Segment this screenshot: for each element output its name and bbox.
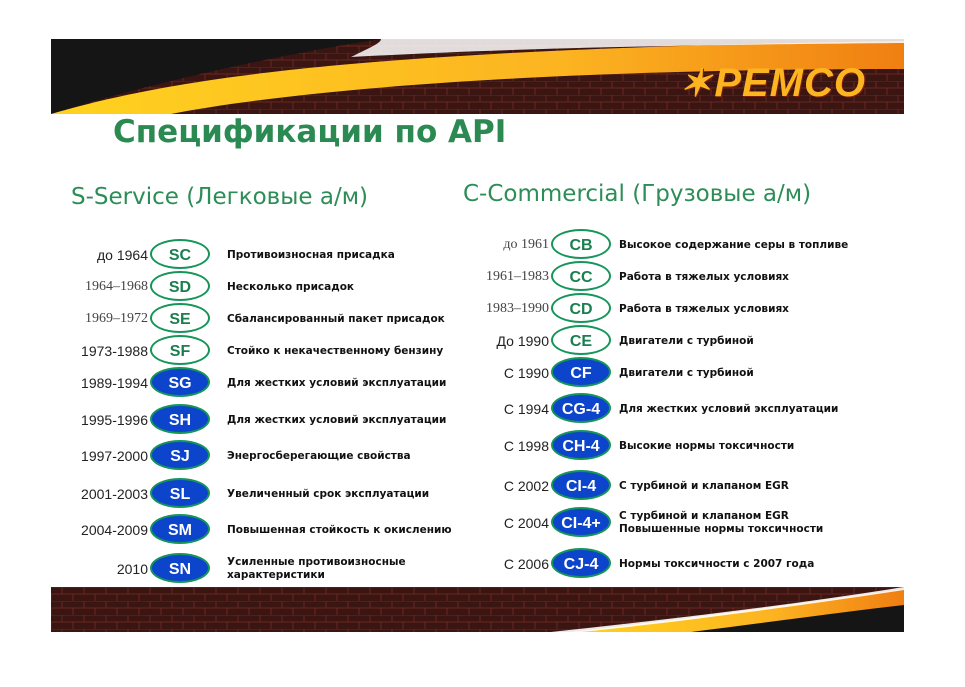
spec-row [459, 548, 869, 580]
spec-year: 1995-1996 [81, 412, 148, 428]
spec-description: Несколько присадок [227, 280, 355, 293]
spec-code-badge: CC [551, 261, 611, 291]
spec-year: С 1990 [503, 365, 549, 381]
spec-year: 1997-2000 [81, 448, 148, 464]
spec-row [51, 271, 461, 303]
spec-description: Для жестких условий эксплуатации [227, 376, 447, 389]
s-service-title: S-Service (Легковые а/м) [71, 184, 369, 210]
spec-description: Для жестких условий эксплуатации [619, 402, 839, 415]
spec-row [51, 440, 461, 472]
spec-code-badge: SM [150, 514, 210, 544]
pemco-logo [679, 61, 866, 106]
spec-year: С 2002 [503, 478, 549, 494]
spec-year: С 2006 [503, 556, 549, 572]
logo-mark-icon: ✶ [679, 63, 713, 105]
spec-row [51, 335, 461, 367]
spec-description: Усиленные противоизносные характеристики [227, 556, 406, 581]
spec-row [459, 261, 869, 293]
logo-text: PEMCO [714, 61, 866, 105]
spec-code-badge: SE [150, 303, 210, 333]
spec-code-badge: CG-4 [551, 393, 611, 423]
bottom-banner [51, 587, 904, 632]
spec-description: Для жестких условий эксплуатации [227, 413, 447, 426]
spec-year: 1964–1968 [85, 279, 148, 294]
spec-year: 2004-2009 [81, 522, 148, 538]
spec-year: до 1964 [97, 247, 148, 263]
spec-row [459, 293, 869, 325]
spec-row [459, 393, 869, 425]
spec-row [459, 470, 869, 502]
spec-code-badge: SL [150, 478, 210, 508]
spec-code-badge: CI-4+ [551, 507, 611, 537]
spec-description: Работа в тяжелых условиях [619, 270, 789, 283]
spec-code-badge: CE [551, 325, 611, 355]
spec-description: Энергосберегающие свойства [227, 449, 411, 462]
spec-row [51, 404, 461, 436]
spec-description: Нормы токсичности с 2007 года [619, 557, 815, 570]
spec-description: Противоизносная присадка [227, 248, 395, 261]
spec-year: 2010 [116, 561, 148, 577]
spec-year: 1969–1972 [85, 311, 148, 326]
spec-description: Высокое содержание серы в топливе [619, 238, 849, 251]
spec-year: 1961–1983 [486, 269, 549, 284]
spec-description: Повышенная стойкость к окислению [227, 523, 452, 536]
spec-year: 2001-2003 [81, 486, 148, 502]
spec-code-badge: CJ-4 [551, 548, 611, 578]
spec-code-badge: CH-4 [551, 430, 611, 460]
spec-code-badge: SF [150, 335, 210, 365]
spec-row [459, 229, 869, 261]
spec-description: С турбиной и клапаном EGR Повышенные нормы токсичности [619, 510, 824, 535]
spec-description: Работа в тяжелых условиях [619, 302, 789, 315]
spec-year: С 1994 [503, 401, 549, 417]
c-commercial-title: C-Commercial (Грузовые а/м) [463, 181, 812, 207]
spec-code-badge: CB [551, 229, 611, 259]
spec-code-badge: SH [150, 404, 210, 434]
spec-code-badge: SJ [150, 440, 210, 470]
spec-year: С 1998 [503, 438, 549, 454]
spec-year: 1983–1990 [486, 301, 549, 316]
page-title: Спецификации по API [113, 114, 507, 150]
spec-row [459, 325, 869, 357]
spec-year: 1973-1988 [81, 343, 148, 359]
spec-description: Двигатели с турбиной [619, 366, 754, 379]
spec-description: Сбалансированный пакет присадок [227, 312, 445, 325]
spec-code-badge: CF [551, 357, 611, 387]
spec-row [51, 303, 461, 335]
spec-row [51, 553, 461, 585]
spec-row [51, 367, 461, 399]
spec-row [51, 239, 461, 271]
spec-code-badge: SG [150, 367, 210, 397]
spec-code-badge: SN [150, 553, 210, 583]
spec-row [459, 357, 869, 389]
spec-year: С 2004 [503, 515, 549, 531]
slide [51, 39, 904, 632]
spec-row [51, 514, 461, 546]
spec-year: 1989-1994 [81, 375, 148, 391]
spec-year: до 1961 [503, 237, 549, 252]
spec-code-badge: CD [551, 293, 611, 323]
spec-code-badge: SD [150, 271, 210, 301]
spec-row [459, 507, 869, 539]
spec-description: Двигатели с турбиной [619, 334, 754, 347]
spec-description: Увеличенный срок эксплуатации [227, 487, 430, 500]
spec-description: Высокие нормы токсичности [619, 439, 795, 452]
spec-year: До 1990 [496, 333, 549, 349]
spec-description: С турбиной и клапаном EGR [619, 479, 789, 492]
spec-row [51, 478, 461, 510]
spec-code-badge: CI-4 [551, 470, 611, 500]
spec-row [459, 430, 869, 462]
spec-code-badge: SC [150, 239, 210, 269]
spec-description: Стойко к некачественному бензину [227, 344, 444, 357]
